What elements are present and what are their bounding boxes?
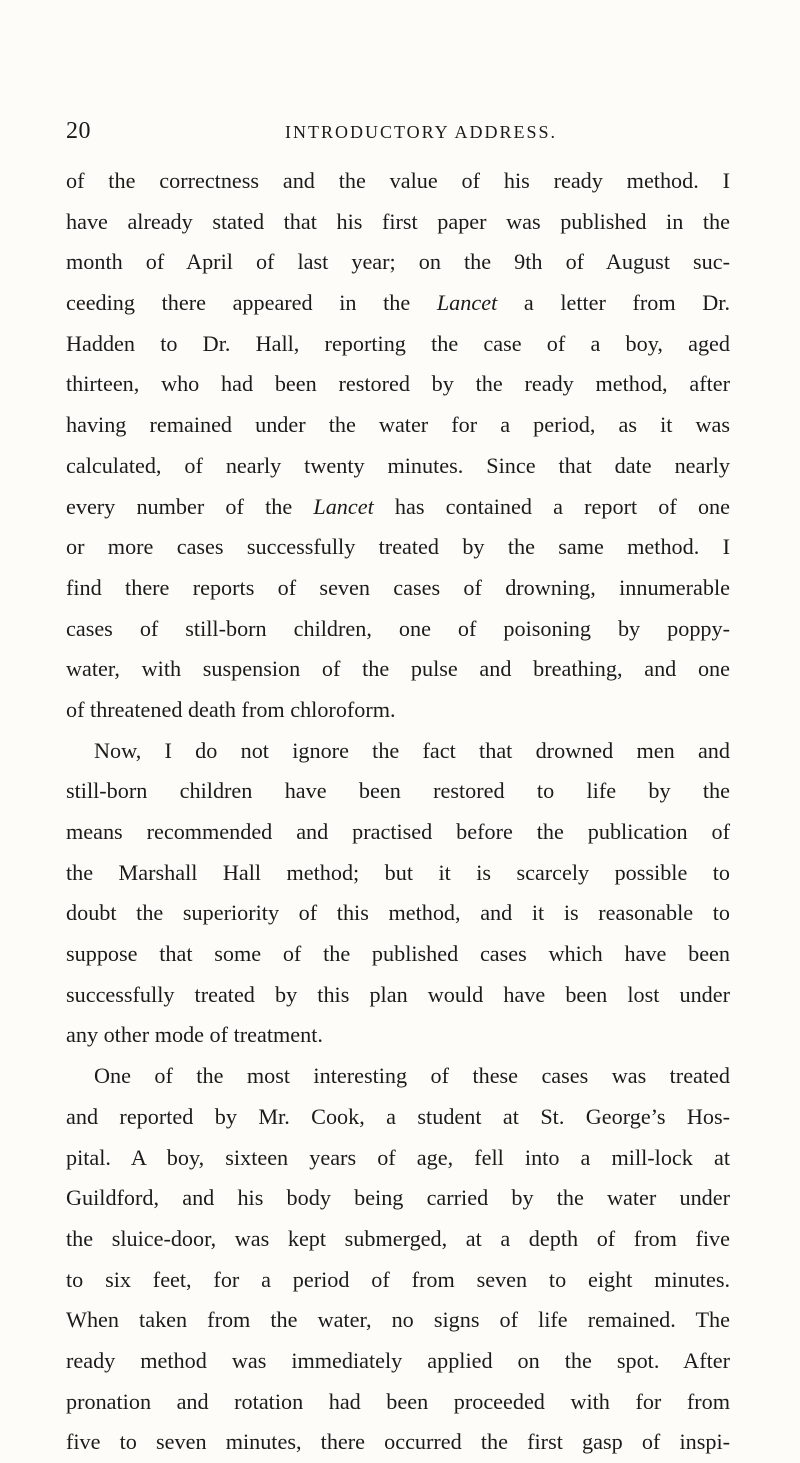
text-line: Now, I do not ignore the fact that drowned men and [94,737,730,763]
text-line: water, with suspension of the pulse and breathing, and one [66,656,730,682]
text-line: of the correctness and the value of his ready method. I [66,168,730,193]
text-line: One of the most interesting of these cases was treated [94,1063,730,1089]
text-line: When taken from the water, no signs of life remained. The [66,1307,730,1333]
text-line: calculated, of nearly twenty minutes. Since that date nearly [66,452,730,478]
text-line: suppose that some of the published cases which have been [66,941,730,967]
text-line: the Marshall Hall method; but it is scarcely possible to [66,859,730,885]
text-line: have already stated that his first paper was published in the [66,208,730,234]
text-line: means recommended and practised before the publication of [66,819,730,844]
page-number: 20 [66,118,91,144]
text-line: and reported by Mr. Cook, a student at St. George’s Hos- [66,1103,730,1129]
text-line: pital. A boy, sixteen years of age, fell into a mill-lock at [66,1144,730,1170]
text-line: of threatened death from chloroform. [66,696,396,722]
text-line: Hadden to Dr. Hall, reporting the case of a boy, aged [66,330,730,356]
text-line: to six feet, for a period of from seven to eight minutes. [66,1266,730,1292]
text-line: ready method was immediately applied on the spot. After [66,1347,730,1373]
text-line: month of April of last year; on the 9th of August suc- [66,249,730,275]
text-line: having remained under the water for a period, as it was [66,412,730,438]
text-line: the sluice-door, was kept submerged, at a depth of from five [66,1225,730,1251]
text-line: every number of the Lancet has contained a report of one [66,493,730,519]
text-line: doubt the superiority of this method, and it is reasonable to [66,900,730,926]
text-line: find there reports of seven cases of drowning, innumerable [66,574,730,600]
text-line: five to seven minutes, there occurred the first gasp of inspi- [66,1429,730,1455]
italic-title-lancet: Lancet [436,290,498,316]
text-line: or more cases successfully treated by the same method. I [66,534,730,560]
text-line: cases of still-born children, one of poisoning by poppy- [66,615,730,641]
italic-title-lancet: Lancet [313,493,374,519]
text-line: successfully treated by this plan would have been lost under [66,981,730,1007]
page-header [66,116,730,150]
body-text [66,161,730,1463]
text-line: any other mode of treatment. [66,1022,323,1048]
text-line: pronation and rotation had been proceeded with for from [66,1388,730,1414]
text-line: ceeding there appeared in the Lancet a letter from Dr. [66,290,730,316]
text-line: Guildford, and his body being carried by the water under [66,1185,730,1211]
text-line: still-born children have been restored to life by the [66,778,730,804]
running-head: INTRODUCTORY ADDRESS. [285,122,558,142]
text-line: thirteen, who had been restored by the ready method, after [66,371,730,397]
